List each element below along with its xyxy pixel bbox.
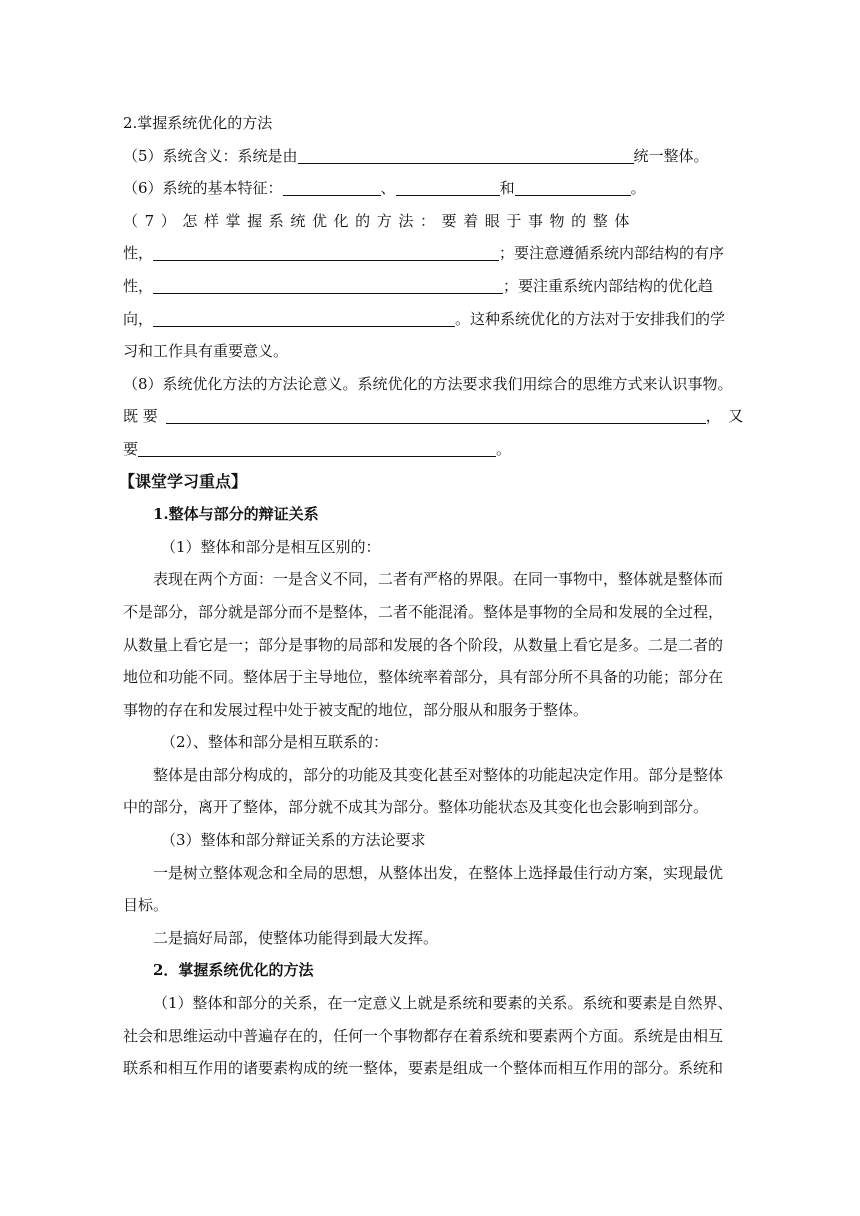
- fill-blank[interactable]: [153, 276, 503, 294]
- section-heading: 2.掌握系统优化的方法: [123, 114, 273, 132]
- separator-text: 。: [630, 179, 646, 198]
- heading-text: 【课堂学习重点】: [119, 471, 248, 491]
- line-suffix: ；要注重系统内部结构的优化趋: [503, 276, 714, 295]
- line-suffix: 。: [496, 439, 512, 458]
- question-8-line-2: [123, 400, 744, 433]
- question-7-line-2: [123, 237, 741, 270]
- fill-blank[interactable]: [153, 309, 455, 327]
- paragraph-line: [123, 629, 741, 662]
- paragraph-line: [123, 889, 741, 922]
- question-8-text: （8）系统优化方法的方法论意义。系统优化的方法要求我们用综合的思维方式来认识事物。: [123, 374, 733, 393]
- paragraph-text: 事物的存在和发展过程中处于被支配的地位，部分服从和服务于整体。: [123, 700, 589, 719]
- question-5-prefix: （5）系统含义：系统是由: [123, 146, 298, 165]
- subsection-title-text: 1.整体与部分的辩证关系: [153, 505, 319, 524]
- question-7-line-5: [123, 335, 741, 368]
- question-5-suffix: 统一整体。: [633, 146, 709, 165]
- subsection-1-title: [123, 498, 741, 531]
- question-7-line-4: [123, 303, 741, 336]
- section-heading-line: [123, 107, 741, 140]
- point-1-2: [123, 726, 741, 759]
- line-prefix: 向，: [123, 309, 154, 328]
- question-6-prefix: （6）系统的基本特征：: [123, 179, 283, 198]
- line-suffix: ；要注意遵循系统内部结构的有序: [499, 244, 725, 263]
- line-prefix: 性，: [123, 244, 154, 263]
- paragraph-line: [123, 1020, 741, 1053]
- fill-blank[interactable]: [166, 406, 706, 424]
- paragraph-text: 地位和功能不同。整体居于主导地位，整体统率着部分，具有部分所不具备的功能；部分在: [123, 668, 724, 687]
- question-5-line: [123, 140, 741, 173]
- line-suffix: ， 又: [705, 407, 744, 426]
- fill-blank[interactable]: [298, 146, 634, 164]
- paragraph-text: 社会和思维运动中普遍存在的，任何一个事物都存在着系统和要素两个方面。系统是由相互: [123, 1026, 724, 1045]
- line-text: 习和工作具有重要意义。: [123, 342, 289, 361]
- separator-text: 和: [499, 179, 515, 198]
- paragraph-line: [123, 596, 741, 629]
- fill-blank[interactable]: [153, 243, 499, 261]
- line-prefix: 性，: [123, 276, 154, 295]
- paragraph-text: 一是树立整体观念和全局的思想，从整体出发，在整体上选择最佳行动方案，实现最优: [153, 863, 724, 882]
- point-1-3: [123, 824, 741, 857]
- paragraph-text: 从数量上看它是一；部分是事物的局部和发展的各个阶段，从数量上看它是多。二是二者的: [123, 635, 724, 654]
- separator-text: 、: [380, 179, 396, 198]
- paragraph-text: 中的部分，离开了整体，部分就不成其为部分。整体功能状态及其变化也会影响到部分。: [123, 798, 709, 817]
- question-6-line: [123, 172, 741, 205]
- point-text: （1）整体和部分是相互区别的：: [161, 537, 381, 556]
- paragraph-text: 二是搞好局部，使整体功能得到最大发挥。: [153, 928, 439, 947]
- paragraph-line: [123, 694, 741, 727]
- document-page: [119, 107, 744, 1085]
- key-points-heading: [119, 466, 741, 499]
- paragraph-line: [123, 563, 741, 596]
- fill-blank[interactable]: [283, 178, 381, 196]
- question-7-line: [123, 205, 741, 238]
- subsection-2-title: [123, 954, 741, 987]
- paragraph-text: 整体是由部分构成的，部分的功能及其变化甚至对整体的功能起决定作用。部分是整体: [153, 765, 724, 784]
- point-text: （3）整体和部分辩证关系的方法论要求: [161, 831, 426, 850]
- paragraph-text: （1）整体和部分的关系，在一定意义上就是系统和要素的关系。系统和要素是自然界、: [153, 994, 733, 1013]
- paragraph-line: [123, 1052, 741, 1085]
- question-8-line-3: [123, 433, 741, 466]
- fill-blank[interactable]: [396, 178, 500, 196]
- line-prefix: 既 要: [123, 407, 158, 426]
- question-7-line-3: [123, 270, 741, 303]
- fill-blank[interactable]: [138, 439, 496, 457]
- paragraph-text: 目标。: [123, 896, 169, 915]
- subsection-title-text: 2．掌握系统优化的方法: [153, 961, 314, 980]
- paragraph-text: 表现在两个方面：一是含义不同，二者有严格的界限。在同一事物中，整体就是整体而: [153, 570, 724, 589]
- fill-blank[interactable]: [515, 178, 631, 196]
- paragraph-line: [123, 987, 741, 1020]
- paragraph-line: [123, 857, 741, 890]
- paragraph-text: 联系和相互作用的诸要素构成的统一整体，要素是组成一个整体而相互作用的部分。系统和: [123, 1059, 724, 1078]
- paragraph-line: [123, 922, 741, 955]
- question-8-line: [123, 368, 741, 401]
- paragraph-text: 不是部分，部分就是部分而不是整体，二者不能混淆。整体是事物的全局和发展的全过程，: [123, 602, 724, 621]
- line-suffix: 。这种系统优化的方法对于安排我们的学: [455, 309, 726, 328]
- paragraph-line: [123, 791, 741, 824]
- paragraph-line: [123, 661, 741, 694]
- paragraph-line: [123, 759, 741, 792]
- point-1-1: [123, 531, 741, 564]
- question-7-text: （7）怎样掌握系统优化的方法：要着眼于事物的整体: [123, 211, 636, 230]
- line-prefix: 要: [123, 439, 139, 458]
- point-text: （2）、整体和部分是相互联系的：: [161, 733, 389, 752]
